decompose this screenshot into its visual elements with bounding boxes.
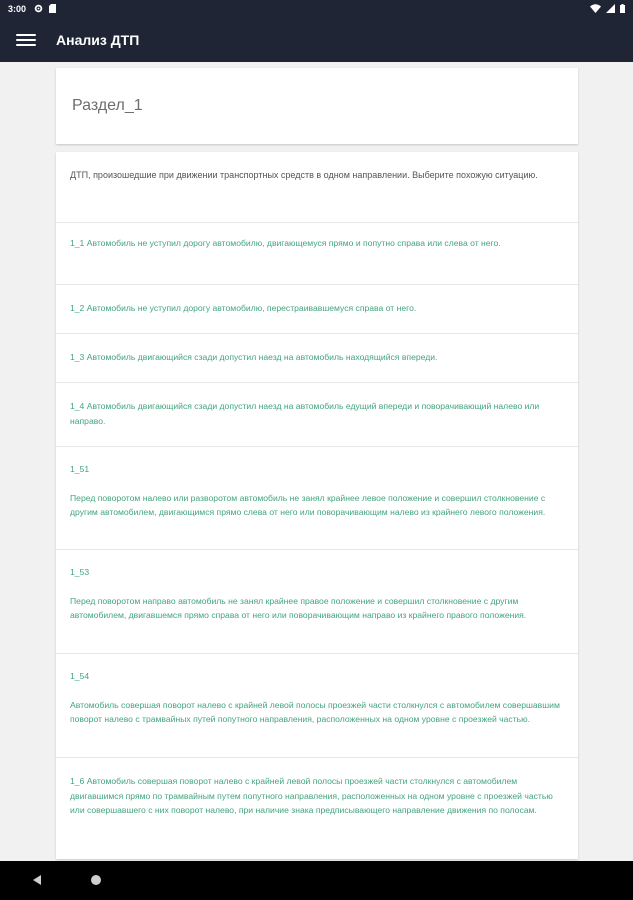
- list-item-1-53[interactable]: [56, 549, 578, 653]
- sd-card-icon: [49, 4, 56, 15]
- section-description: ДТП, произошедшие при движении транспортных средств в одном направлении. Выберите похожую ситуацию.: [70, 170, 538, 180]
- navigation-bar: [0, 861, 633, 900]
- app-title: Анализ ДТП: [56, 32, 140, 48]
- list-item-text: 1_2 Автомобиль не уступил дорогу автомобилю, перестраивавшемуся справа от него.: [70, 303, 417, 313]
- list-item-text: Перед поворотом направо автомобиль не занял крайнее правое положение и совершил столкновение с другим автомобилем, двигавшемся прямо справа от него или поворачивающим направо из крайнего правого положения.: [70, 595, 527, 620]
- home-icon[interactable]: [91, 875, 101, 885]
- status-bar: [0, 0, 633, 18]
- battery-icon: [620, 4, 625, 15]
- list-item-code: 1_53: [70, 567, 90, 577]
- content-area: [56, 68, 578, 859]
- list-item-text: 1_6 Автомобиль совершая поворот налево с крайней левой полосы проезжей части столкнулся с автомобилем двигавшимся прямо по трамвайным путем попутного направления, расположенных на одном уровне с проезжей частью или совершавшего с них поворот налево, при наличие знака предписывающего направление движения по полосам.: [70, 776, 553, 815]
- list-item-1-54[interactable]: [56, 653, 578, 757]
- list-item-code: 1_51: [70, 464, 90, 474]
- section-card: [56, 68, 578, 144]
- wifi-icon: [590, 4, 601, 15]
- settings-icon: [34, 4, 43, 15]
- list-item-text: 1_1 Автомобиль не уступил дорогу автомобилю, двигающемуся прямо и попутно справа или слева от него.: [70, 238, 501, 248]
- list-item-text: 1_3 Автомобиль двигающийся сзади допустил наезд на автомобиль находящийся впереди.: [70, 352, 438, 362]
- list-item-text: 1_4 Автомобиль двигающийся сзади допустил наезд на автомобиль едущий впереди и поворачивающий налево или направо.: [70, 401, 540, 426]
- list-item-text: Перед поворотом налево или разворотом автомобиль не занял крайнее левое положение и совершил столкновение с другим автомобилем, двигающимся прямо слева от него или поворачивающим налево из крайнего левого положения.: [70, 492, 546, 517]
- section-title: Раздел_1: [72, 97, 143, 114]
- list-item-1-2[interactable]: [56, 284, 578, 333]
- situation-list-card: [56, 152, 578, 859]
- list-item-1-6[interactable]: [56, 757, 578, 859]
- back-icon[interactable]: [33, 875, 41, 885]
- list-item-1-51[interactable]: [56, 446, 578, 549]
- list-item-1-3[interactable]: [56, 333, 578, 382]
- menu-icon[interactable]: [16, 30, 36, 50]
- list-item-1-4[interactable]: [56, 382, 578, 446]
- status-time: 3:00: [8, 4, 27, 14]
- app-bar: [0, 18, 633, 62]
- list-item-1-1[interactable]: [56, 222, 578, 284]
- list-item-code: 1_54: [70, 671, 90, 681]
- signal-icon: [606, 4, 615, 15]
- list-item-text: Автомобиль совершая поворот налево с крайней левой полосы проезжей части столкнулся с автомобилем совершавшим поворот налево с трамвайных путей попутного направления, расположенных на одном уровне с проезжей частью.: [70, 699, 560, 724]
